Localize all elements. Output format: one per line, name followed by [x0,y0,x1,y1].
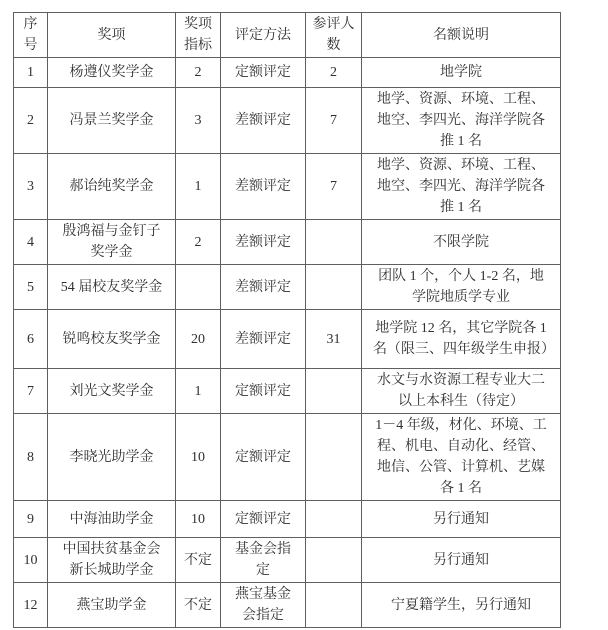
cell-award: 锐鸣校友奖学金 [48,310,176,369]
cell-participants: 2 [306,58,362,88]
cell-award: 燕宝助学金 [48,583,176,628]
cell-participants [306,369,362,414]
cell-seq: 5 [14,265,48,310]
cell-method: 燕宝基金会指定 [221,583,306,628]
table-row [14,501,561,538]
table-row [14,369,561,414]
cell-note: 1－4 年级，材化、环境、工程、机电、自动化、经管、地信、公管、计算机、艺媒各 1 名 [362,414,561,501]
cell-method: 差额评定 [221,154,306,220]
cell-seq: 8 [14,414,48,501]
table-row [14,538,561,583]
cell-method: 基金会指定 [221,538,306,583]
cell-note: 团队 1 个，个人 1-2 名，地学院地质学专业 [362,265,561,310]
cell-award: 54 届校友奖学金 [48,265,176,310]
table-header [14,13,561,58]
cell-seq: 6 [14,310,48,369]
cell-method: 定额评定 [221,501,306,538]
cell-award: 郝诒纯奖学金 [48,154,176,220]
cell-note: 地学院 [362,58,561,88]
header-participants: 参评人数 [306,13,362,58]
table-row [14,154,561,220]
table-row [14,310,561,369]
cell-award: 杨遵仪奖学金 [48,58,176,88]
cell-seq: 1 [14,58,48,88]
cell-note: 不限学院 [362,220,561,265]
scholarship-table [13,12,561,628]
header-award: 奖项 [48,13,176,58]
cell-quota: 1 [176,154,221,220]
table-row [14,414,561,501]
cell-note: 另行通知 [362,501,561,538]
cell-seq: 9 [14,501,48,538]
cell-award: 中国扶贫基金会新长城助学金 [48,538,176,583]
cell-note: 地学院 12 名，其它学院各 1 名（限三、四年级学生申报） [362,310,561,369]
cell-participants: 31 [306,310,362,369]
cell-participants [306,220,362,265]
cell-participants: 7 [306,88,362,154]
cell-quota [176,265,221,310]
table-row [14,58,561,88]
cell-note: 地学、资源、环境、工程、地空、李四光、海洋学院各推 1 名 [362,88,561,154]
header-seq: 序号 [14,13,48,58]
cell-note: 宁夏籍学生，另行通知 [362,583,561,628]
cell-participants [306,501,362,538]
cell-seq: 2 [14,88,48,154]
cell-award: 刘光文奖学金 [48,369,176,414]
cell-method: 定额评定 [221,58,306,88]
cell-method: 定额评定 [221,369,306,414]
cell-note: 水文与水资源工程专业大二以上本科生（待定） [362,369,561,414]
cell-quota: 20 [176,310,221,369]
cell-method: 差额评定 [221,220,306,265]
cell-quota: 3 [176,88,221,154]
cell-participants [306,538,362,583]
cell-seq: 3 [14,154,48,220]
cell-quota: 10 [176,414,221,501]
cell-seq: 7 [14,369,48,414]
cell-note: 另行通知 [362,538,561,583]
cell-award: 殷鸿福与金钉子奖学金 [48,220,176,265]
cell-quota: 10 [176,501,221,538]
cell-note: 地学、资源、环境、工程、地空、李四光、海洋学院各推 1 名 [362,154,561,220]
header-row [14,13,561,58]
cell-quota: 不定 [176,538,221,583]
cell-participants [306,414,362,501]
cell-award: 中海油助学金 [48,501,176,538]
cell-method: 差额评定 [221,310,306,369]
table-row [14,265,561,310]
cell-seq: 10 [14,538,48,583]
cell-quota: 2 [176,220,221,265]
cell-quota: 2 [176,58,221,88]
cell-participants: 7 [306,154,362,220]
cell-method: 差额评定 [221,265,306,310]
cell-quota: 1 [176,369,221,414]
header-quota: 奖项指标 [176,13,221,58]
cell-award: 冯景兰奖学金 [48,88,176,154]
cell-award: 李晓光助学金 [48,414,176,501]
table-body [14,58,561,628]
cell-participants [306,265,362,310]
cell-seq: 12 [14,583,48,628]
cell-participants [306,583,362,628]
table-row [14,88,561,154]
header-note: 名额说明 [362,13,561,58]
cell-method: 定额评定 [221,414,306,501]
table-row [14,583,561,628]
cell-seq: 4 [14,220,48,265]
header-method: 评定方法 [221,13,306,58]
cell-quota: 不定 [176,583,221,628]
table-row [14,220,561,265]
cell-method: 差额评定 [221,88,306,154]
